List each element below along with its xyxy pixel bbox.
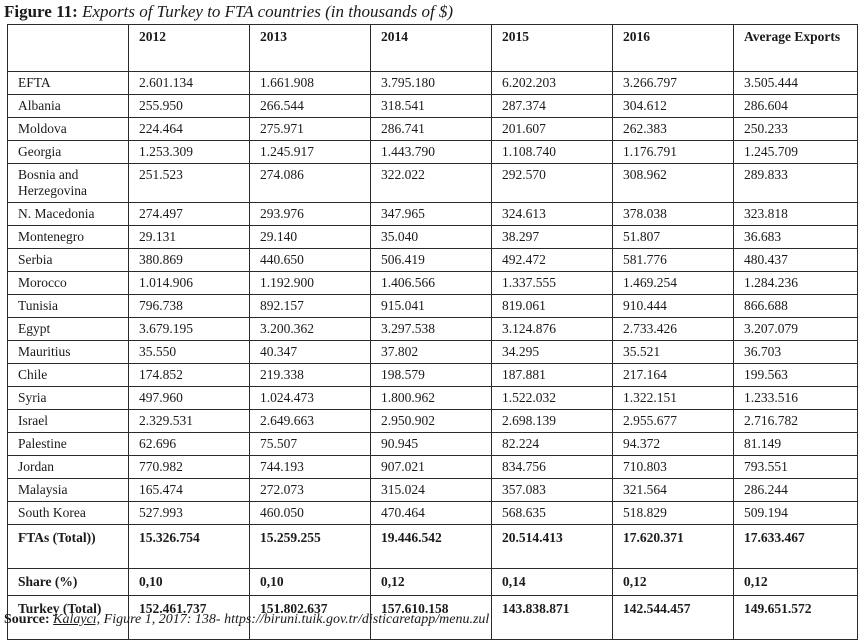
value-cell: 35.040 xyxy=(371,226,492,249)
value-cell: 915.041 xyxy=(371,295,492,318)
value-cell: 287.374 xyxy=(492,95,613,118)
value-cell: 357.083 xyxy=(492,479,613,502)
country-cell: South Korea xyxy=(8,502,129,525)
value-cell: 286.741 xyxy=(371,118,492,141)
value-cell: 3.124.876 xyxy=(492,318,613,341)
value-cell: 1.800.962 xyxy=(371,387,492,410)
value-cell: 322.022 xyxy=(371,164,492,203)
country-cell: EFTA xyxy=(8,72,129,95)
source-note xyxy=(4,611,489,629)
value-cell: 866.688 xyxy=(734,295,858,318)
summary-value-cell: 0,10 xyxy=(250,569,371,596)
country-cell: Serbia xyxy=(8,249,129,272)
summary-value-cell: 20.514.413 xyxy=(492,525,613,569)
value-cell: 2.649.663 xyxy=(250,410,371,433)
figure-title: Exports of Turkey to FTA countries (in thousands of $) xyxy=(82,2,454,21)
table-row xyxy=(8,295,858,318)
value-cell: 907.021 xyxy=(371,456,492,479)
value-cell: 793.551 xyxy=(734,456,858,479)
table-row xyxy=(8,226,858,249)
table-row xyxy=(8,95,858,118)
summary-value-cell: 157.610.158 xyxy=(371,596,492,640)
value-cell: 492.472 xyxy=(492,249,613,272)
value-cell: 62.696 xyxy=(129,433,250,456)
value-cell: 1.337.555 xyxy=(492,272,613,295)
value-cell: 35.521 xyxy=(613,341,734,364)
value-cell: 219.338 xyxy=(250,364,371,387)
value-cell: 380.869 xyxy=(129,249,250,272)
value-cell: 3.795.180 xyxy=(371,72,492,95)
summary-value-cell: 0,12 xyxy=(613,569,734,596)
value-cell: 3.679.195 xyxy=(129,318,250,341)
value-cell: 527.993 xyxy=(129,502,250,525)
value-cell: 1.176.791 xyxy=(613,141,734,164)
value-cell: 347.965 xyxy=(371,203,492,226)
value-cell: 770.982 xyxy=(129,456,250,479)
table-row xyxy=(8,272,858,295)
value-cell: 440.650 xyxy=(250,249,371,272)
value-cell: 2.601.134 xyxy=(129,72,250,95)
table-row xyxy=(8,410,858,433)
table-row xyxy=(8,364,858,387)
value-cell: 51.807 xyxy=(613,226,734,249)
summary-value-cell: 0,12 xyxy=(371,569,492,596)
country-cell: Syria xyxy=(8,387,129,410)
figure-label: Figure 11: xyxy=(4,2,78,21)
country-cell: Morocco xyxy=(8,272,129,295)
value-cell: 910.444 xyxy=(613,295,734,318)
value-cell: 286.244 xyxy=(734,479,858,502)
value-cell: 187.881 xyxy=(492,364,613,387)
value-cell: 318.541 xyxy=(371,95,492,118)
value-cell: 82.224 xyxy=(492,433,613,456)
value-cell: 1.192.900 xyxy=(250,272,371,295)
value-cell: 834.756 xyxy=(492,456,613,479)
value-cell: 315.024 xyxy=(371,479,492,502)
summary-value-cell: 17.633.467 xyxy=(734,525,858,569)
value-cell: 1.245.709 xyxy=(734,141,858,164)
table-row xyxy=(8,72,858,95)
value-cell: 293.976 xyxy=(250,203,371,226)
value-cell: 34.295 xyxy=(492,341,613,364)
value-cell: 1.443.790 xyxy=(371,141,492,164)
source-text: Figure 1, 2017: 138- https://biruni.tuik.gov.tr/disticaretapp/menu.zul xyxy=(100,612,490,627)
value-cell: 266.544 xyxy=(250,95,371,118)
source-label: Source: xyxy=(4,612,50,627)
value-cell: 94.372 xyxy=(613,433,734,456)
summary-label-cell: Share (%) xyxy=(8,569,129,596)
country-cell: Montenegro xyxy=(8,226,129,249)
value-cell: 38.297 xyxy=(492,226,613,249)
value-cell: 37.802 xyxy=(371,341,492,364)
figure-caption xyxy=(4,2,453,22)
value-cell: 321.564 xyxy=(613,479,734,502)
value-cell: 174.852 xyxy=(129,364,250,387)
table-row xyxy=(8,118,858,141)
value-cell: 275.971 xyxy=(250,118,371,141)
value-cell: 1.245.917 xyxy=(250,141,371,164)
fta-total-row xyxy=(8,525,858,569)
value-cell: 90.945 xyxy=(371,433,492,456)
value-cell: 378.038 xyxy=(613,203,734,226)
value-cell: 6.202.203 xyxy=(492,72,613,95)
summary-value-cell: 19.446.542 xyxy=(371,525,492,569)
value-cell: 40.347 xyxy=(250,341,371,364)
value-cell: 1.469.254 xyxy=(613,272,734,295)
value-cell: 1.522.032 xyxy=(492,387,613,410)
header-cell-2013: 2013 xyxy=(250,25,371,72)
summary-value-cell: 152.461.737 xyxy=(129,596,250,640)
value-cell: 1.253.309 xyxy=(129,141,250,164)
value-cell: 1.322.151 xyxy=(613,387,734,410)
source-author: Kalaycı, xyxy=(53,612,101,627)
table-header-row xyxy=(8,25,858,72)
value-cell: 304.612 xyxy=(613,95,734,118)
value-cell: 324.613 xyxy=(492,203,613,226)
country-cell: Moldova xyxy=(8,118,129,141)
value-cell: 272.073 xyxy=(250,479,371,502)
value-cell: 892.157 xyxy=(250,295,371,318)
value-cell: 29.131 xyxy=(129,226,250,249)
country-cell: Palestine xyxy=(8,433,129,456)
value-cell: 2.733.426 xyxy=(613,318,734,341)
value-cell: 744.193 xyxy=(250,456,371,479)
value-cell: 1.233.516 xyxy=(734,387,858,410)
header-cell-2015: 2015 xyxy=(492,25,613,72)
value-cell: 198.579 xyxy=(371,364,492,387)
country-cell: Chile xyxy=(8,364,129,387)
table-row xyxy=(8,387,858,410)
value-cell: 165.474 xyxy=(129,479,250,502)
value-cell: 497.960 xyxy=(129,387,250,410)
country-cell: Jordan xyxy=(8,456,129,479)
value-cell: 3.266.797 xyxy=(613,72,734,95)
table-row xyxy=(8,318,858,341)
country-cell: Albania xyxy=(8,95,129,118)
value-cell: 1.014.906 xyxy=(129,272,250,295)
value-cell: 323.818 xyxy=(734,203,858,226)
value-cell: 255.950 xyxy=(129,95,250,118)
value-cell: 201.607 xyxy=(492,118,613,141)
value-cell: 274.086 xyxy=(250,164,371,203)
share-row xyxy=(8,569,858,596)
value-cell: 1.108.740 xyxy=(492,141,613,164)
value-cell: 292.570 xyxy=(492,164,613,203)
table-row xyxy=(8,141,858,164)
header-cell-2016: 2016 xyxy=(613,25,734,72)
summary-value-cell: 15.259.255 xyxy=(250,525,371,569)
summary-value-cell: 0,12 xyxy=(734,569,858,596)
header-cell-2014: 2014 xyxy=(371,25,492,72)
country-cell: Egypt xyxy=(8,318,129,341)
header-cell-average: Average Exports xyxy=(734,25,858,72)
country-cell: Georgia xyxy=(8,141,129,164)
value-cell: 224.464 xyxy=(129,118,250,141)
value-cell: 2.698.139 xyxy=(492,410,613,433)
table-row xyxy=(8,164,858,203)
summary-value-cell: 15.326.754 xyxy=(129,525,250,569)
summary-value-cell: 0,10 xyxy=(129,569,250,596)
country-cell: Tunisia xyxy=(8,295,129,318)
table-row xyxy=(8,502,858,525)
summary-label-cell: Turkey (Total) xyxy=(8,596,129,640)
value-cell: 250.233 xyxy=(734,118,858,141)
value-cell: 2.329.531 xyxy=(129,410,250,433)
value-cell: 506.419 xyxy=(371,249,492,272)
country-cell: Bosnia and Herzegovina xyxy=(8,164,129,203)
value-cell: 199.563 xyxy=(734,364,858,387)
value-cell: 1.284.236 xyxy=(734,272,858,295)
value-cell: 3.200.362 xyxy=(250,318,371,341)
table-row xyxy=(8,249,858,272)
country-cell: Malaysia xyxy=(8,479,129,502)
value-cell: 29.140 xyxy=(250,226,371,249)
value-cell: 568.635 xyxy=(492,502,613,525)
value-cell: 1.661.908 xyxy=(250,72,371,95)
value-cell: 262.383 xyxy=(613,118,734,141)
table-row xyxy=(8,479,858,502)
value-cell: 2.955.677 xyxy=(613,410,734,433)
value-cell: 251.523 xyxy=(129,164,250,203)
table-row xyxy=(8,341,858,364)
value-cell: 217.164 xyxy=(613,364,734,387)
country-cell: Mauritius xyxy=(8,341,129,364)
summary-value-cell: 143.838.871 xyxy=(492,596,613,640)
value-cell: 308.962 xyxy=(613,164,734,203)
value-cell: 470.464 xyxy=(371,502,492,525)
summary-label-cell: FTAs (Total)) xyxy=(8,525,129,569)
value-cell: 289.833 xyxy=(734,164,858,203)
table-body xyxy=(8,72,858,640)
value-cell: 274.497 xyxy=(129,203,250,226)
value-cell: 480.437 xyxy=(734,249,858,272)
summary-value-cell: 149.651.572 xyxy=(734,596,858,640)
value-cell: 710.803 xyxy=(613,456,734,479)
value-cell: 75.507 xyxy=(250,433,371,456)
value-cell: 460.050 xyxy=(250,502,371,525)
summary-value-cell: 151.802.637 xyxy=(250,596,371,640)
value-cell: 36.683 xyxy=(734,226,858,249)
value-cell: 81.149 xyxy=(734,433,858,456)
value-cell: 35.550 xyxy=(129,341,250,364)
country-cell: Israel xyxy=(8,410,129,433)
table-row xyxy=(8,433,858,456)
value-cell: 819.061 xyxy=(492,295,613,318)
value-cell: 2.950.902 xyxy=(371,410,492,433)
table-row xyxy=(8,456,858,479)
value-cell: 581.776 xyxy=(613,249,734,272)
table-row xyxy=(8,203,858,226)
value-cell: 2.716.782 xyxy=(734,410,858,433)
country-cell: N. Macedonia xyxy=(8,203,129,226)
value-cell: 796.738 xyxy=(129,295,250,318)
value-cell: 286.604 xyxy=(734,95,858,118)
summary-value-cell: 0,14 xyxy=(492,569,613,596)
summary-value-cell: 142.544.457 xyxy=(613,596,734,640)
value-cell: 3.297.538 xyxy=(371,318,492,341)
summary-value-cell: 17.620.371 xyxy=(613,525,734,569)
value-cell: 1.024.473 xyxy=(250,387,371,410)
value-cell: 518.829 xyxy=(613,502,734,525)
header-cell-blank xyxy=(8,25,129,72)
value-cell: 3.207.079 xyxy=(734,318,858,341)
value-cell: 509.194 xyxy=(734,502,858,525)
exports-table xyxy=(7,24,858,640)
value-cell: 3.505.444 xyxy=(734,72,858,95)
header-cell-2012: 2012 xyxy=(129,25,250,72)
value-cell: 36.703 xyxy=(734,341,858,364)
value-cell: 1.406.566 xyxy=(371,272,492,295)
